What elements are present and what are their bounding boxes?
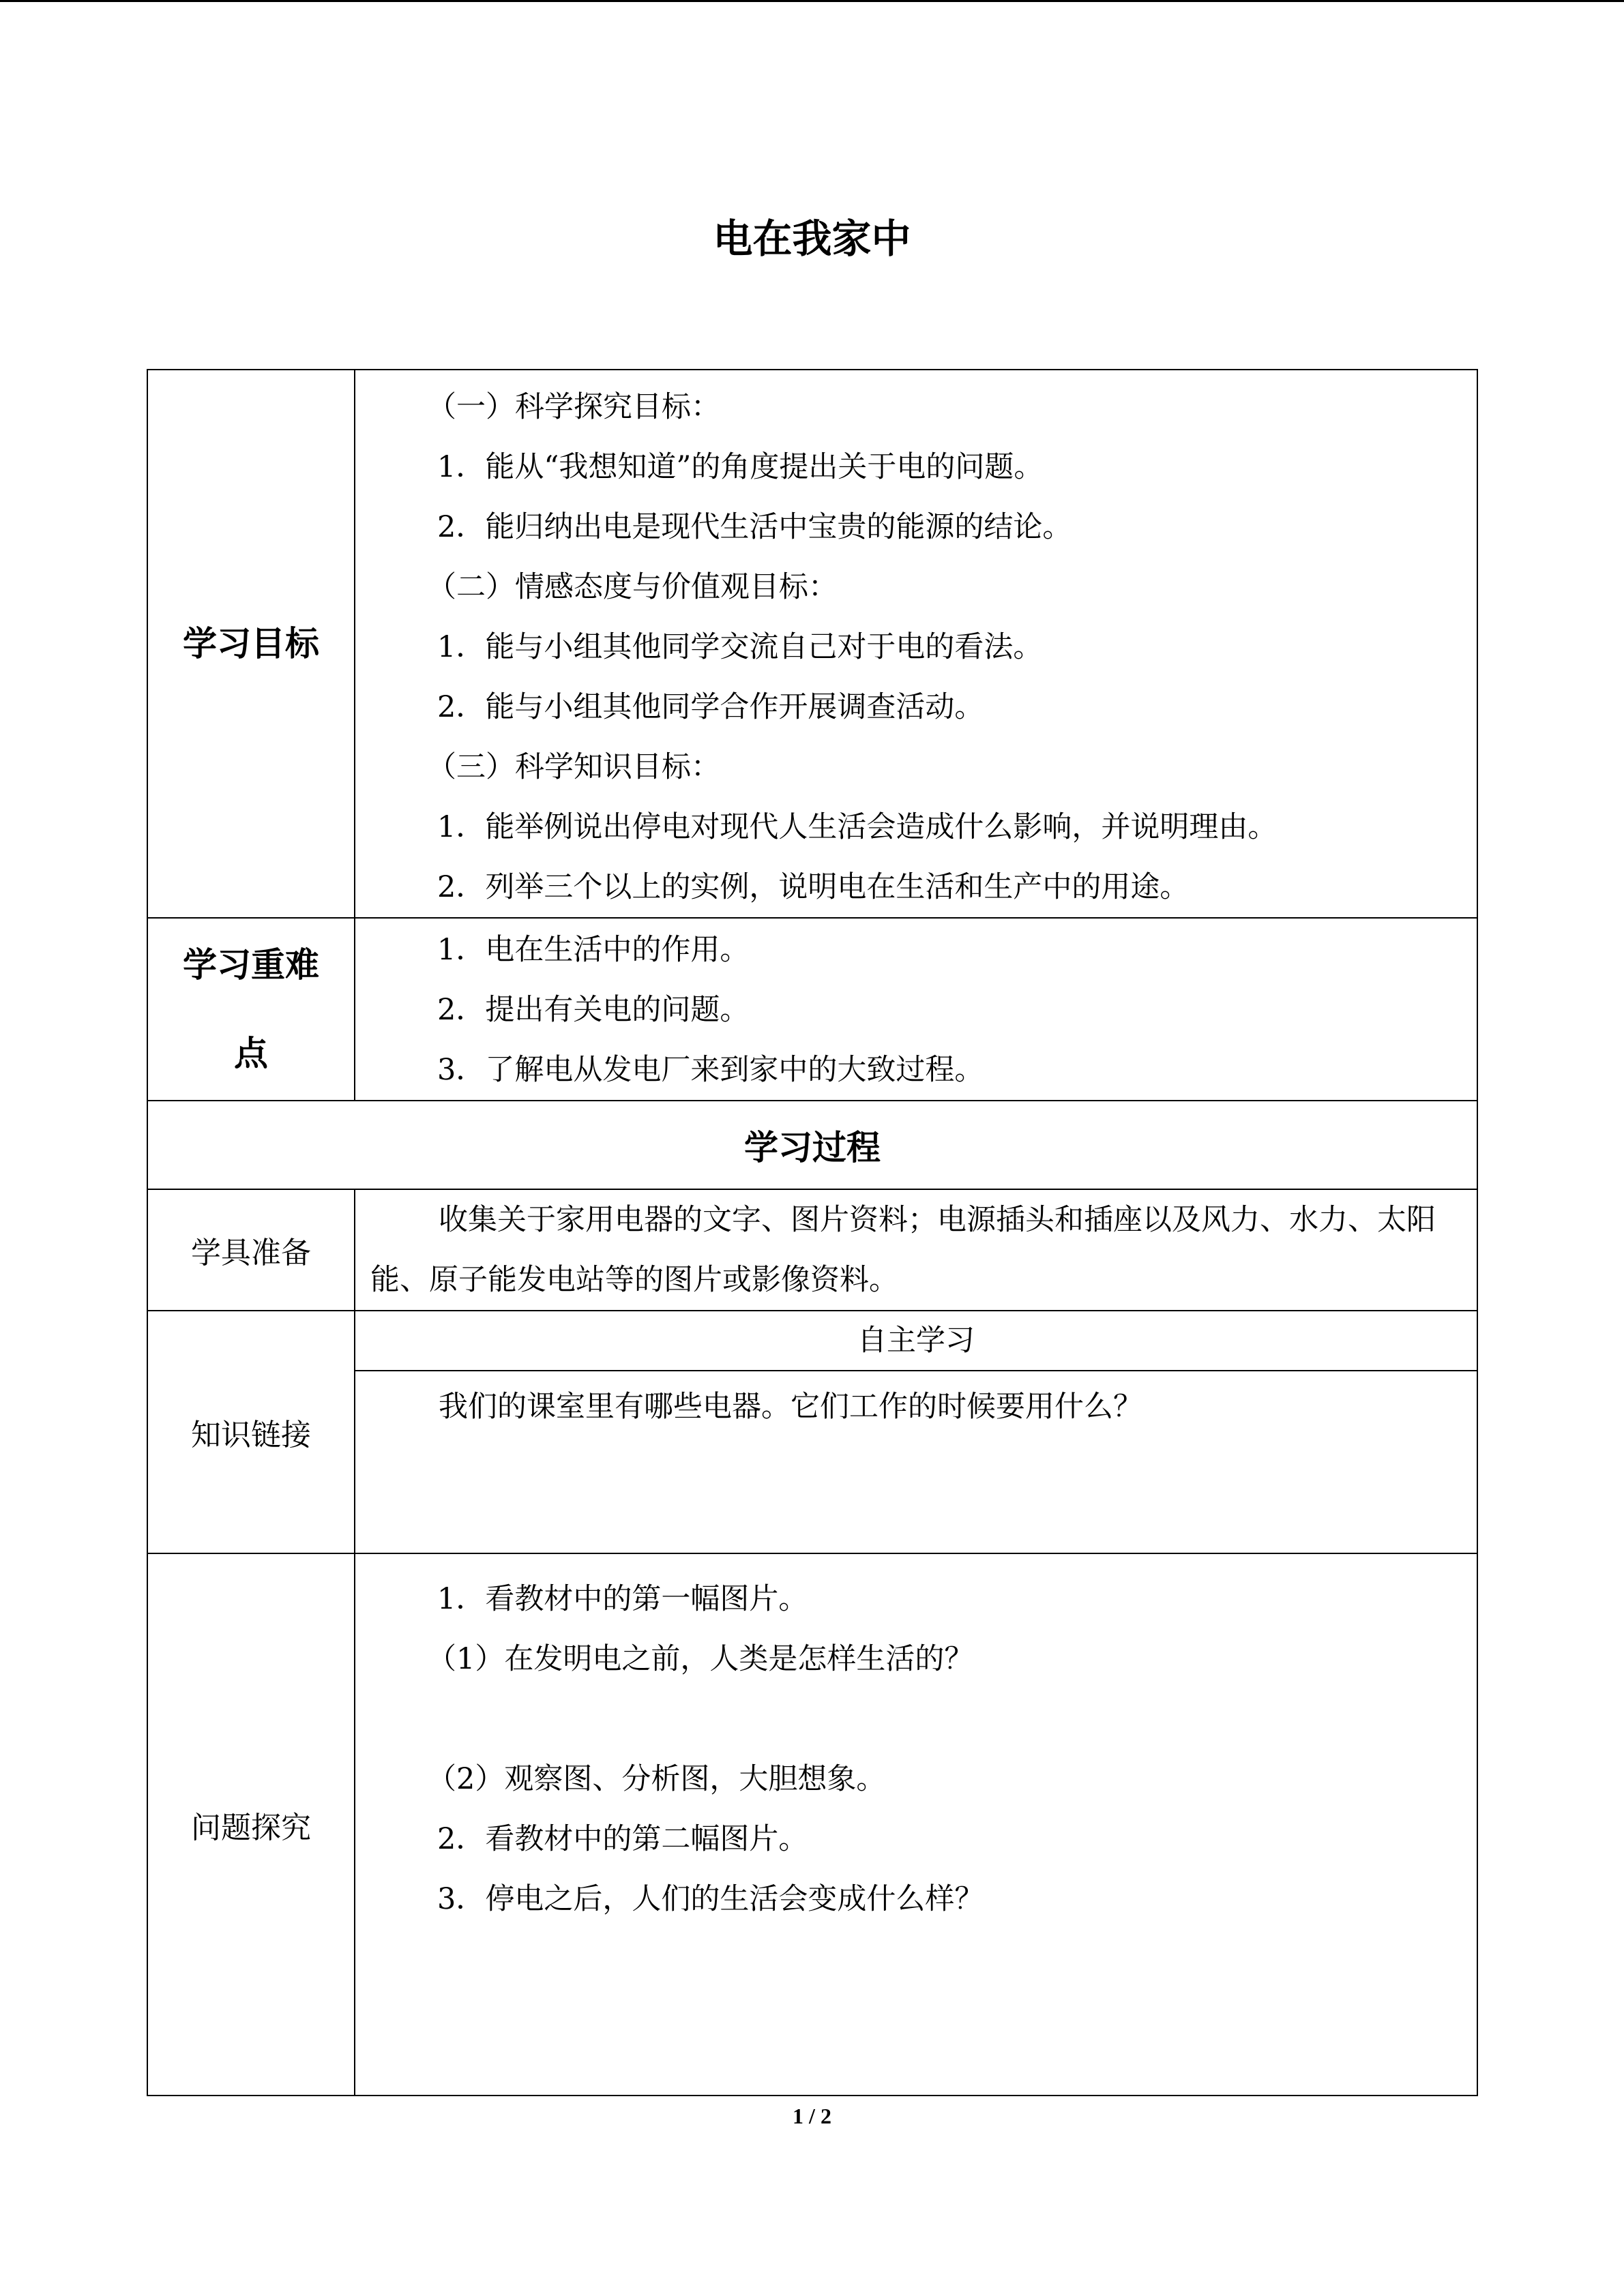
objective-line: 2．能归纳出电是现代生活中宝贵的能源的结论。 [437,510,1072,544]
knowledge-subheading: 自主学习 [355,1311,1477,1371]
knowledge-content [355,1311,1477,1553]
lesson-table [147,369,1478,2096]
objective-line: 1．能从“我想知道”的角度提出关于电的问题。 [437,450,1044,484]
objective-line: 1．能与小组其他同学交流自己对于电的看法。 [437,630,1043,664]
process-heading-row [147,1101,1477,1189]
inquiry-line: 2．看教材中的第二幅图片。 [437,1822,808,1856]
inquiry-blank-line [355,1689,1477,1749]
objectives-content [355,370,1477,918]
objective-line: （一）科学探究目标： [427,390,720,424]
objective-line: 2．能与小组其他同学合作开展调查活动。 [437,690,984,724]
key-points-label-line: 学习重难 [183,945,319,985]
objective-line: （三）科学知识目标： [427,750,720,784]
key-point-line: 1．电在生活中的作用。 [437,933,750,967]
inquiry-line: （1）在发明电之前，人类是怎样生活的？ [427,1642,974,1676]
page-top-border [0,0,1624,2]
key-point-line: 2．提出有关电的问题。 [437,993,750,1027]
knowledge-label: 知识链接 [147,1311,355,1553]
knowledge-row [147,1311,1477,1553]
objective-line: 2．列举三个以上的实例，说明电在生活和生产中的用途。 [437,870,1190,904]
knowledge-text: 我们的课室里有哪些电器。它们工作的时候要用什么？ [439,1390,1142,1424]
objective-line: 1．能举例说出停电对现代人生活会造成什么影响，并说明理由。 [437,810,1278,844]
inquiry-content [355,1553,1477,2096]
objective-line: （二）情感态度与价值观目标： [427,570,838,604]
key-point-line: 3．了解电从发电厂来到家中的大致过程。 [437,1053,984,1087]
key-points-label [147,918,355,1101]
objectives-label: 学习目标 [147,370,355,918]
materials-content [355,1189,1477,1311]
inquiry-line: （2）观察图、分析图，大胆想象。 [427,1762,886,1796]
materials-text: 收集关于家用电器的文字、图片资料；电源插头和插座以及风力、水力、太阳能、原子能发电站等的图片或影像资料。 [370,1203,1436,1297]
inquiry-line: 3．停电之后，人们的生活会变成什么样？ [437,1882,984,1916]
inquiry-label: 问题探究 [147,1553,355,2096]
key-points-content [355,918,1477,1101]
page-number: 1 / 2 [793,2104,831,2128]
objectives-row [147,370,1477,918]
process-heading: 学习过程 [147,1101,1477,1189]
key-points-row [147,918,1477,1101]
inquiry-line: 1．看教材中的第一幅图片。 [437,1582,808,1616]
page-title: 电在我家中 [713,215,911,262]
materials-label: 学具准备 [147,1189,355,1311]
key-points-label-line: 点 [234,1034,268,1073]
materials-row [147,1189,1477,1311]
inquiry-row [147,1553,1477,2096]
